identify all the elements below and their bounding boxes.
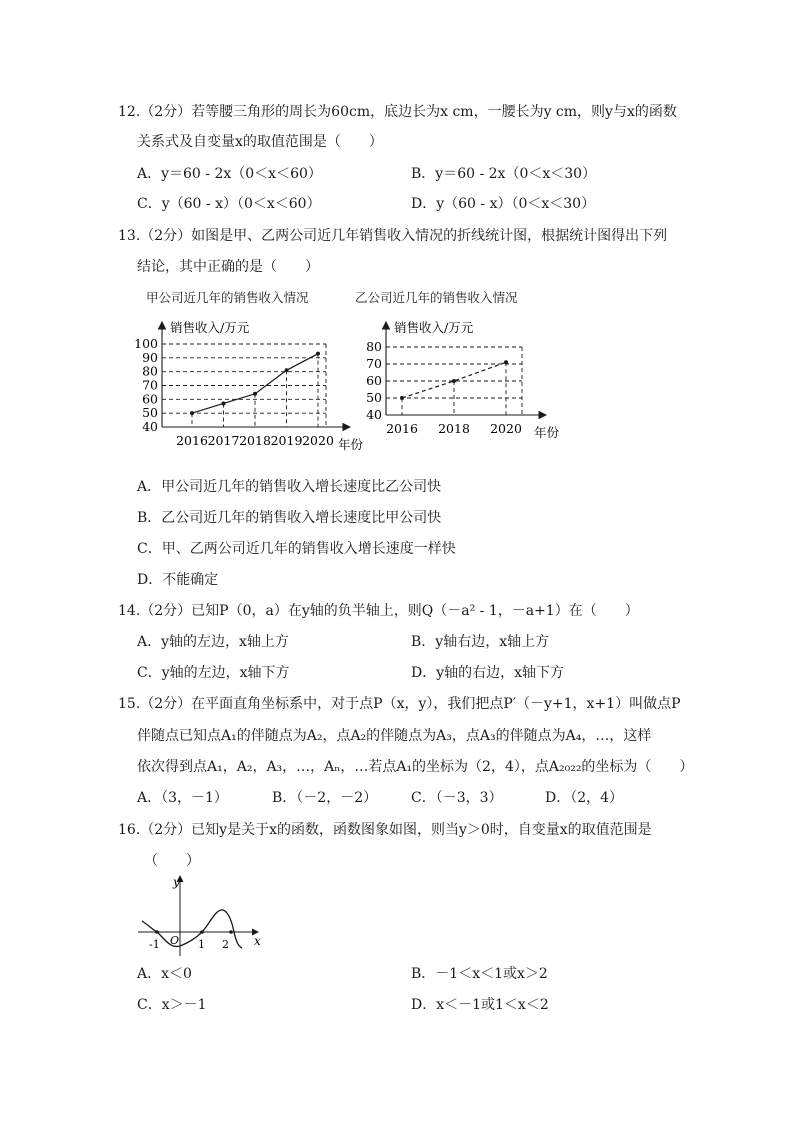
q13-option-b[interactable]: B．乙公司近几年的销售收入增长速度比甲公司快 [137,510,442,526]
x-tick-label: 2020 [302,433,334,448]
q14-option-b[interactable]: B．y轴右边，x轴上方 [411,634,550,650]
root-point [200,930,204,934]
data-point [190,411,194,415]
q16-stem-line1: 16.（2分）已知y是关于x的函数，函数图象如图，则当y＞0时，自变量x的取值范围是 [118,822,652,838]
data-point [222,401,226,405]
root-point [155,930,159,934]
x-axis-label: 年份 [534,425,560,440]
q16-function-graph [130,868,270,958]
y-tick-label: 90 [142,349,158,365]
q12-option-b[interactable]: B．y＝60 - 2x（0＜x＜30） [411,166,597,182]
y-tick-label: 70 [142,377,158,393]
x-tick-label: 2018 [239,433,271,448]
y-tick-label: 40 [142,419,158,434]
q15-option-c[interactable]: C．（－3，3） [411,790,503,806]
data-point [253,392,257,396]
data-point [285,368,289,372]
q13-stem-line1: 13.（2分）如图是甲、乙两公司近几年销售收入情况的折线统计图，根据统计图得出下列 [118,228,668,244]
chart-b-yi [358,310,568,470]
q15-stem-line2: 伴随点已知点A₁的伴随点为A₂，点A₂的伴随点为A₃，点A₃的伴随点为A₄，…，这样 [137,728,652,744]
origin-label: O [170,934,180,947]
x-tick-label: 1 [198,938,205,951]
data-point [504,360,508,364]
y-tick-label: 80 [142,363,158,379]
chart-a-jia [130,310,364,470]
y-axis-label: y [173,875,180,889]
q12-option-a[interactable]: A．y＝60 - 2x（0＜x＜60） [137,166,322,182]
x-tick-label: -1 [149,938,160,951]
x-axis-label: x [254,934,261,948]
q12-option-c[interactable]: C．y（60 - x）（0＜x＜60） [137,196,321,212]
y-tick-label: 80 [366,339,382,354]
y-tick-label: 70 [366,356,382,371]
q15-option-d[interactable]: D．（2，4） [545,790,624,806]
x-tick-label: 2020 [490,421,522,436]
q16-option-d[interactable]: D．x＜－1或1＜x＜2 [411,997,549,1013]
y-tick-label: 50 [142,405,158,421]
chart-a-title: 甲公司近几年的销售收入情况 [146,290,309,305]
q16-option-b[interactable]: B．－1＜x＜1或x＞2 [411,966,548,982]
root-point [229,930,233,934]
q12-option-d[interactable]: D．y（60 - x）（0＜x＜30） [411,196,596,212]
x-tick-label: 2016 [176,433,208,448]
x-tick-label: 2018 [438,421,470,436]
q12-stem-line2: 关系式及自变量x的取值范围是（ ） [137,134,383,150]
q14-option-a[interactable]: A．y轴的左边，x轴上方 [137,634,289,650]
x-tick-label: 2 [222,938,229,951]
chart-b-title: 乙公司近几年的销售收入情况 [355,290,518,305]
q12-stem-line1: 12.（2分）若等腰三角形的周长为60cm，底边长为x cm，一腰长为y cm，则y与x的函数 [118,104,677,120]
y-axis-label: 销售收入/万元 [394,320,474,335]
y-tick-label: 100 [134,336,158,351]
q16-option-c[interactable]: C．x＞－1 [137,997,207,1013]
x-tick-label: 2019 [270,433,303,448]
y-tick-label: 60 [366,373,382,388]
q16-stem-line2: （ ） [144,853,200,869]
q15-stem-line3: 依次得到点A₁，A₂，A₃，…，Aₙ，…若点A₁的坐标为（2，4），点A₂₀₂₂的坐标为（ ） [137,759,694,775]
q16-option-a[interactable]: A．x＜0 [137,966,192,982]
y-tick-label: 40 [366,407,382,422]
x-axis-label: 年份 [338,437,364,452]
q15-option-a[interactable]: A．（3，－1） [137,790,228,806]
q14-option-c[interactable]: C．y轴的左边，x轴下方 [137,665,290,681]
y-axis-label: 销售收入/万元 [170,320,250,335]
x-tick-label: 2017 [207,433,240,448]
data-point [400,396,404,400]
q14-option-d[interactable]: D．y轴的右边，x轴下方 [411,665,565,681]
data-point [316,352,320,356]
q15-stem-line1: 15.（2分）在平面直角坐标系中，对于点P（x，y），我们把点P′（－y+1，x+1）叫做点P [118,696,681,712]
q15-option-b[interactable]: B．（－2，－2） [272,790,378,806]
x-tick-label: 2016 [386,421,418,436]
q13-option-d[interactable]: D．不能确定 [137,572,219,588]
q13-option-a[interactable]: A．甲公司近几年的销售收入增长速度比乙公司快 [137,479,442,495]
y-tick-label: 50 [366,390,382,405]
q13-option-c[interactable]: C．甲、乙两公司近几年的销售收入增长速度一样快 [137,541,456,557]
q13-stem-line2: 结论，其中正确的是（ ） [137,259,319,275]
y-tick-label: 60 [142,391,158,407]
data-point [452,379,456,383]
q14-stem-line1: 14.（2分）已知P（0，a）在y轴的负半轴上，则Q（－a² - 1，－a+1）在（ ） [118,603,639,619]
